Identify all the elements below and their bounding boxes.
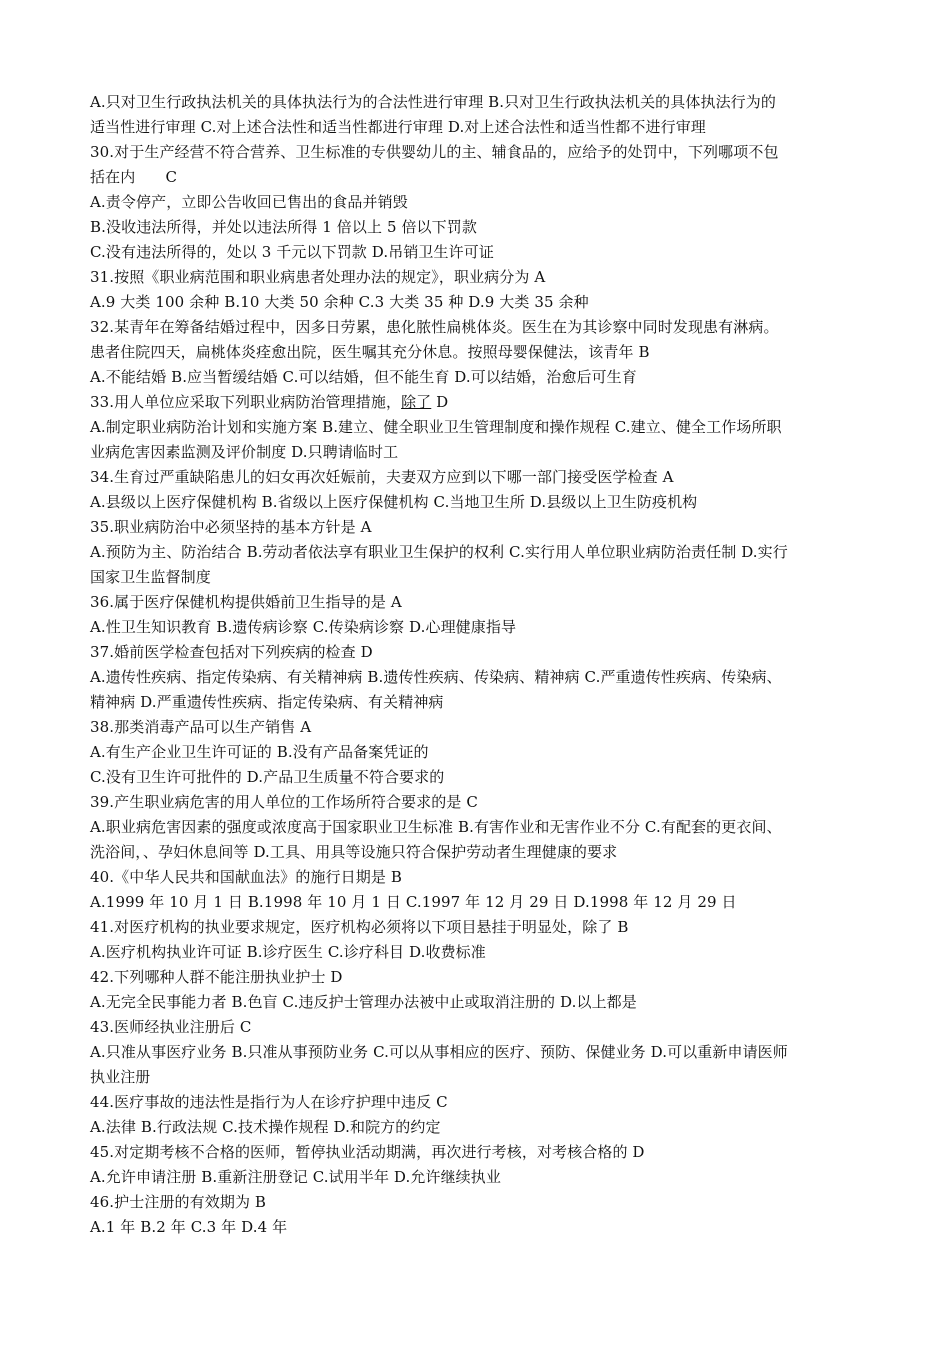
text-line: A.县级以上医疗保健机构 B.省级以上医疗保健机构 C.当地卫生所 D.县级以上卫生防疫机构 (90, 493, 698, 511)
text-line: A.性卫生知识教育 B.遗传病诊察 C.传染病诊察 D.心理健康指导 (90, 618, 517, 636)
text-line: 32.某青年在筹备结婚过程中，因多日劳累，患化脓性扁桃体炎。医生在为其诊察中同时发现患有淋病。 (90, 318, 779, 336)
text-line: 31.按照《职业病范围和职业病患者处理办法的规定》，职业病分为 A (90, 268, 546, 286)
text-line: 国家卫生监督制度 (90, 568, 211, 586)
text-line: A.医疗机构执业许可证 B.诊疗医生 C.诊疗科目 D.收费标准 (90, 943, 486, 961)
text-line: 30.对于生产经营不符合营养、卫生标准的专供婴幼儿的主、辅食品的，应给予的处罚中，下列哪项不包 (90, 143, 779, 161)
q33-underlined-text: 除了 (401, 393, 432, 411)
text-line: C.没有违法所得的，处以 3 千元以下罚款 D.吊销卫生许可证 (90, 243, 494, 261)
text-line: 38.那类消毒产品可以生产销售 A (90, 718, 312, 736)
text-line: A.法律 B.行政法规 C.技术操作规程 D.和院方的约定 (90, 1118, 441, 1136)
text-line: 43.医师经执业注册后 C (90, 1018, 252, 1036)
text-line: 适当性进行审理 C.对上述合法性和适当性都进行审理 D.对上述合法性和适当性都不进行审理 (90, 118, 706, 136)
text-line: A.只对卫生行政执法机关的具体执法行为的合法性进行审理 B.只对卫生行政执法机关的具体执法行为的 (90, 93, 776, 111)
text-line: A.制定职业病防治计划和实施方案 B.建立、健全职业卫生管理制度和操作规程 C.建立、健全工作场所职 (90, 418, 782, 436)
text-line: A.允许申请注册 B.重新注册登记 C.试用半年 D.允许继续执业 (90, 1168, 501, 1186)
text-line: 执业注册 (90, 1068, 151, 1086)
text-line: 45.对定期考核不合格的医师，暂停执业活动期满，再次进行考核，对考核合格的 D (90, 1143, 645, 1161)
text-line: 36.属于医疗保健机构提供婚前卫生指导的是 A (90, 593, 402, 611)
text-line: A.9 大类 100 余种 B.10 大类 50 余种 C.3 大类 35 种 D.9 大类 35 余种 (90, 293, 589, 311)
text-line: 44.医疗事故的违法性是指行为人在诊疗护理中违反 C (90, 1093, 448, 1111)
q33-text: 33.用人单位应采取下列职业病防治管理措施， (90, 393, 402, 411)
text-line: A.有生产企业卫生许可证的 B.没有产品备案凭证的 (90, 743, 429, 761)
document-page (90, 90, 865, 1240)
text-line: 37.婚前医学检查包括对下列疾病的检查 D (90, 643, 373, 661)
text-line: A.无完全民事能力者 B.色盲 C.违反护士管理办法被中止或取消注册的 D.以上都是 (90, 993, 637, 1011)
text-line: A.1999 年 10 月 1 日 B.1998 年 10 月 1 日 C.1997 年 12 月 29 日 D.1998 年 12 月 29 日 (90, 893, 737, 911)
text-line: 洗浴间，、孕妇休息间等 D.工具、用具等设施只符合保护劳动者生理健康的要求 (90, 843, 618, 861)
text-line: 患者住院四天，扁桃体炎痊愈出院，医生嘱其充分休息。按照母婴保健法，该青年 B (90, 343, 650, 361)
text-line: 39.产生职业病危害的用人单位的工作场所符合要求的是 C (90, 793, 478, 811)
text-line: 业病危害因素监测及评价制度 D.只聘请临时工 (90, 443, 399, 461)
q33-answer: D (431, 393, 449, 411)
text-line: A.1 年 B.2 年 C.3 年 D.4 年 (90, 1218, 288, 1236)
text-line: 41.对医疗机构的执业要求规定，医疗机构必须将以下项目悬挂于明显处，除了 B (90, 918, 629, 936)
text-line: 括在内 C (90, 168, 178, 186)
text-line: A.责令停产，立即公告收回已售出的食品并销毁 (90, 193, 408, 211)
question-33-line (90, 390, 865, 415)
text-line: A.不能结婚 B.应当暂缓结婚 C.可以结婚，但不能生育 D.可以结婚，治愈后可生育 (90, 368, 637, 386)
text-line: 46.护士注册的有效期为 B (90, 1193, 267, 1211)
text-line: 34.生育过严重缺陷患儿的妇女再次妊娠前，夫妻双方应到以下哪一部门接受医学检查 A (90, 468, 674, 486)
text-line: 40.《中华人民共和国献血法》的施行日期是 B (90, 868, 402, 886)
text-line: A.预防为主、防治结合 B.劳动者依法享有职业卫生保护的权利 C.实行用人单位职业病防治责任制 D.实行 (90, 543, 788, 561)
text-line: 精神病 D.严重遗传性疾病、指定传染病、有关精神病 (90, 693, 444, 711)
text-line: A.遗传性疾病、指定传染病、有关精神病 B.遗传性疾病、传染病、精神病 C.严重遗传性疾病、传染病、 (90, 668, 782, 686)
text-line: C.没有卫生许可批件的 D.产品卫生质量不符合要求的 (90, 768, 445, 786)
text-line: B.没收违法所得，并处以违法所得 1 倍以上 5 倍以下罚款 (90, 218, 477, 236)
text-line: 42.下列哪种人群不能注册执业护士 D (90, 968, 343, 986)
text-line: A.只准从事医疗业务 B.只准从事预防业务 C.可以从事相应的医疗、预防、保健业务 D.可以重新申请医师 (90, 1043, 788, 1061)
text-line: A.职业病危害因素的强度或浓度高于国家职业卫生标准 B.有害作业和无害作业不分 C.有配套的更衣间、 (90, 818, 782, 836)
text-line: 35.职业病防治中必须坚持的基本方针是 A (90, 518, 372, 536)
